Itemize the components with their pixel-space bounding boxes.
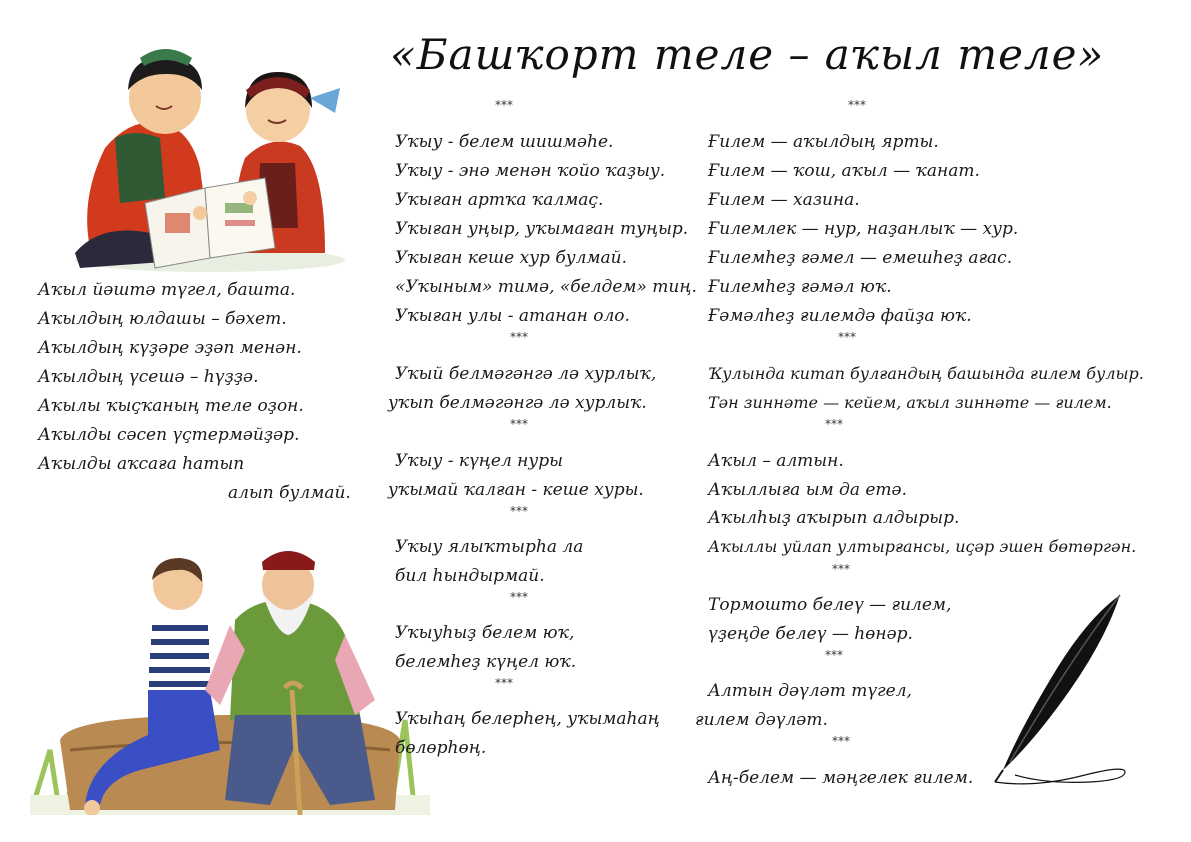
right-proverb-16: Алтын дәүләт түгел,	[708, 681, 912, 701]
separator: ***	[832, 734, 850, 748]
right-proverb-1: Ғилем — аҡылдың ярты.	[708, 132, 939, 152]
right-proverb-2: Ғилем — ҡош, аҡыл — ҡанат.	[708, 161, 980, 181]
right-proverb-6: Ғилемһеҙ ғәмәл юҡ.	[708, 277, 892, 297]
middle-proverb-8: Уҡый белмәгәнгә лә хурлыҡ,	[395, 364, 657, 384]
middle-proverb-5: Уҡыған кеше хур булмай.	[395, 248, 627, 268]
right-proverb-18: Аң-белем — мәңгелек ғилем.	[708, 768, 974, 788]
right-proverb-9: Тән зиннәте — кейем, аҡыл зиннәте — ғилем.	[708, 393, 1112, 412]
middle-proverb-17: бөлөрһөң.	[395, 738, 487, 758]
left-proverb-3: Аҡылдың күҙәре эҙәп менән.	[38, 338, 302, 358]
middle-proverb-15: белемһеҙ күңел юҡ.	[395, 652, 577, 672]
middle-proverb-9: уҡып белмәгәнгә лә хурлыҡ.	[388, 393, 647, 413]
left-proverb-6: Аҡылды сәсеп үҫтермәйҙәр.	[38, 425, 300, 445]
separator: ***	[510, 330, 528, 344]
separator: ***	[832, 562, 850, 576]
separator: ***	[838, 330, 856, 344]
right-proverb-13: Аҡыллы уйлап ултырғансы, иҫәр эшен бөтөргән.	[708, 537, 1137, 556]
right-proverb-5: Ғилемһеҙ ғәмел — емешһеҙ ағас.	[708, 248, 1013, 268]
right-proverb-7: Ғәмәлһеҙ ғилемдә файҙа юҡ.	[708, 306, 972, 326]
quill-pen-icon	[975, 590, 1145, 790]
separator: ***	[510, 417, 528, 431]
separator: ***	[495, 676, 513, 690]
right-proverb-12: Аҡылһыҙ аҡырып алдырыр.	[708, 508, 960, 528]
left-proverb-8: алып булмай.	[228, 483, 351, 503]
middle-proverb-10: Уҡыу - күңел нуры	[395, 451, 563, 471]
right-proverb-17: ғилем дәүләт.	[695, 710, 828, 730]
grandfather-and-boy-illustration	[30, 540, 430, 815]
middle-proverb-11: уҡымай ҡалған - кеше хуры.	[388, 480, 644, 500]
left-proverb-5: Аҡылы ҡыҫҡаның теле оҙон.	[38, 396, 304, 416]
left-proverb-1: Аҡыл йәштә түгел, башта.	[38, 280, 296, 300]
right-proverb-14: Тормошто белеү — ғилем,	[708, 595, 952, 615]
middle-proverb-16: Уҡыһаң белерһең, уҡымаһаң	[395, 709, 660, 729]
children-reading-illustration	[60, 28, 350, 278]
separator: ***	[825, 417, 843, 431]
right-proverb-4: Ғилемлек — нур, наҙанлыҡ — хур.	[708, 219, 1019, 239]
middle-proverb-1: Уҡыу - белем шишмәһе.	[395, 132, 614, 152]
left-proverb-2: Аҡылдың юлдашы – бәхет.	[38, 309, 287, 329]
separator: ***	[848, 98, 866, 112]
middle-proverb-12: Уҡыу ялыҡтырһа ла	[395, 537, 584, 557]
separator: ***	[510, 504, 528, 518]
left-proverb-4: Аҡылдың үсешә – һүҙҙә.	[38, 367, 259, 387]
middle-proverb-4: Уҡыған уңыр, уҡымаған туңыр.	[395, 219, 689, 239]
separator: ***	[825, 648, 843, 662]
right-proverb-11: Аҡыллыға ым да етә.	[708, 480, 908, 500]
right-proverb-15: үҙеңде белеү — һөнәр.	[708, 624, 913, 644]
right-proverb-3: Ғилем — хазина.	[708, 190, 860, 210]
right-proverb-8: Ҡулында китап булғандың башында ғилем булыр.	[708, 364, 1144, 383]
middle-proverb-3: Уҡыған артҡа ҡалмаҫ.	[395, 190, 604, 210]
left-proverb-7: Аҡылды аҡсаға һатып	[38, 454, 245, 474]
middle-proverb-14: Уҡыуһыҙ белем юҡ,	[395, 623, 575, 643]
middle-proverb-7: Уҡыған улы - атанан оло.	[395, 306, 630, 326]
middle-proverb-6: «Уҡыным» тимә, «белдем» тиң.	[395, 277, 697, 297]
middle-proverb-2: Уҡыу - энә менән ҡойо ҡаҙыу.	[395, 161, 666, 181]
middle-proverb-13: бил һындырмай.	[395, 566, 545, 586]
separator: ***	[510, 590, 528, 604]
right-proverb-10: Аҡыл – алтын.	[708, 451, 844, 471]
page-title: «Башҡорт теле – аҡыл теле»	[390, 30, 1105, 79]
separator: ***	[495, 98, 513, 112]
